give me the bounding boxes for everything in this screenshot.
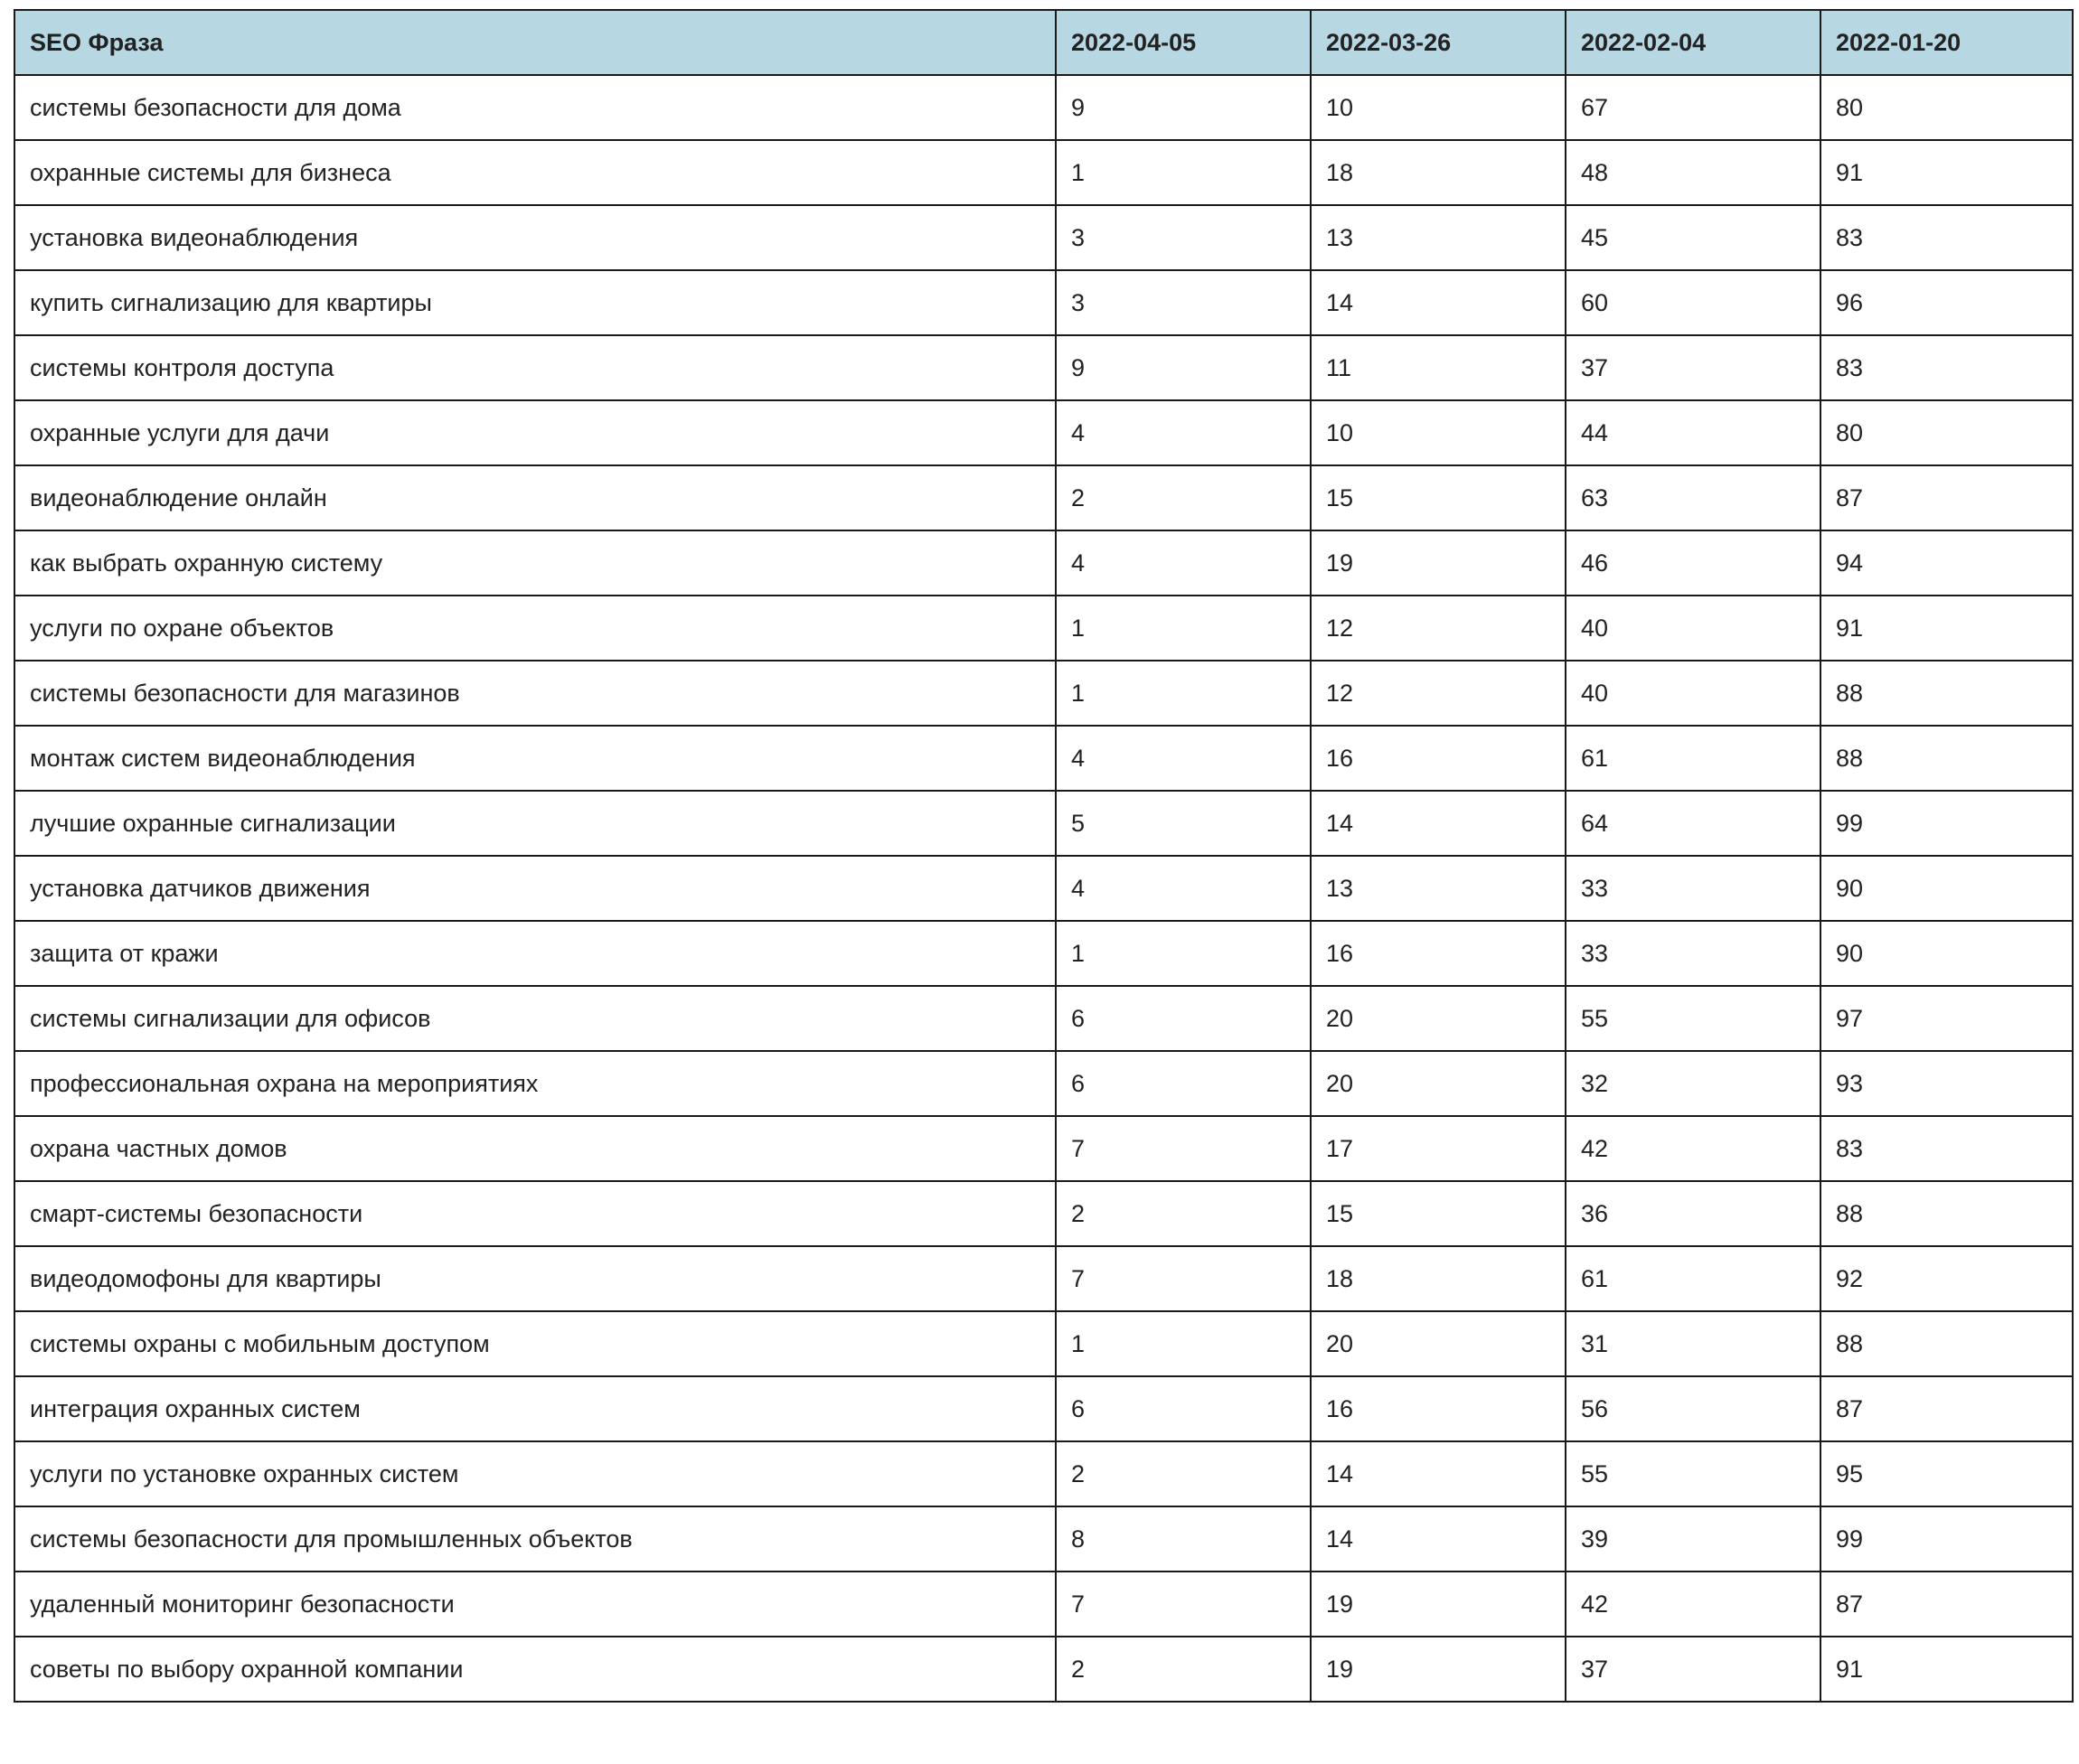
table-row [14,726,2073,791]
cell-phrase: услуги по охране объектов [14,596,1056,661]
cell-rank-2022-03-26: 16 [1311,921,1566,986]
cell-rank-2022-01-20: 96 [1820,270,2073,335]
table-row [14,530,2073,596]
cell-rank-2022-02-04: 40 [1566,661,1820,726]
header-seo-phrase: SEO Фраза [14,10,1056,75]
cell-rank-2022-04-05: 1 [1056,1311,1311,1376]
cell-rank-2022-02-04: 46 [1566,530,1820,596]
cell-rank-2022-04-05: 2 [1056,465,1311,530]
table-row [14,1441,2073,1506]
cell-rank-2022-03-26: 10 [1311,400,1566,465]
cell-rank-2022-01-20: 91 [1820,1637,2073,1702]
cell-rank-2022-03-26: 19 [1311,1572,1566,1637]
cell-rank-2022-02-04: 63 [1566,465,1820,530]
table-row [14,856,2073,921]
cell-phrase: охранные услуги для дачи [14,400,1056,465]
cell-rank-2022-02-04: 39 [1566,1506,1820,1572]
cell-rank-2022-02-04: 33 [1566,921,1820,986]
cell-rank-2022-04-05: 4 [1056,400,1311,465]
cell-phrase: видеодомофоны для квартиры [14,1246,1056,1311]
cell-rank-2022-02-04: 36 [1566,1181,1820,1246]
cell-rank-2022-01-20: 83 [1820,335,2073,400]
cell-rank-2022-01-20: 91 [1820,596,2073,661]
cell-rank-2022-04-05: 7 [1056,1572,1311,1637]
cell-rank-2022-03-26: 14 [1311,1441,1566,1506]
table-row [14,921,2073,986]
cell-rank-2022-01-20: 95 [1820,1441,2073,1506]
table-row [14,1311,2073,1376]
cell-rank-2022-03-26: 14 [1311,270,1566,335]
cell-rank-2022-04-05: 6 [1056,986,1311,1051]
table-row [14,661,2073,726]
cell-rank-2022-01-20: 92 [1820,1246,2073,1311]
cell-rank-2022-03-26: 19 [1311,1637,1566,1702]
cell-rank-2022-02-04: 61 [1566,1246,1820,1311]
cell-phrase: установка видеонаблюдения [14,205,1056,270]
cell-phrase: системы безопасности для магазинов [14,661,1056,726]
table-row [14,596,2073,661]
cell-rank-2022-02-04: 37 [1566,335,1820,400]
cell-rank-2022-02-04: 33 [1566,856,1820,921]
cell-rank-2022-03-26: 15 [1311,1181,1566,1246]
cell-rank-2022-04-05: 1 [1056,596,1311,661]
cell-phrase: советы по выбору охранной компании [14,1637,1056,1702]
cell-phrase: системы контроля доступа [14,335,1056,400]
table-row [14,465,2073,530]
cell-rank-2022-02-04: 45 [1566,205,1820,270]
table-row [14,1051,2073,1116]
cell-rank-2022-01-20: 90 [1820,856,2073,921]
cell-phrase: интеграция охранных систем [14,1376,1056,1441]
cell-rank-2022-04-05: 3 [1056,205,1311,270]
cell-rank-2022-01-20: 80 [1820,75,2073,140]
cell-rank-2022-02-04: 55 [1566,1441,1820,1506]
cell-rank-2022-02-04: 64 [1566,791,1820,856]
table-row [14,1376,2073,1441]
cell-rank-2022-01-20: 87 [1820,1376,2073,1441]
cell-rank-2022-04-05: 8 [1056,1506,1311,1572]
cell-rank-2022-04-05: 2 [1056,1441,1311,1506]
cell-rank-2022-01-20: 88 [1820,1311,2073,1376]
cell-rank-2022-04-05: 6 [1056,1376,1311,1441]
cell-phrase: услуги по установке охранных систем [14,1441,1056,1506]
table-row [14,400,2073,465]
cell-rank-2022-01-20: 83 [1820,205,2073,270]
table-row [14,1246,2073,1311]
cell-rank-2022-03-26: 15 [1311,465,1566,530]
cell-rank-2022-04-05: 1 [1056,921,1311,986]
table-row [14,1181,2073,1246]
cell-rank-2022-04-05: 4 [1056,856,1311,921]
table-row [14,75,2073,140]
cell-phrase: смарт-системы безопасности [14,1181,1056,1246]
cell-phrase: охрана частных домов [14,1116,1056,1181]
table-row [14,1506,2073,1572]
cell-rank-2022-02-04: 40 [1566,596,1820,661]
cell-rank-2022-01-20: 83 [1820,1116,2073,1181]
cell-rank-2022-01-20: 87 [1820,465,2073,530]
cell-phrase: лучшие охранные сигнализации [14,791,1056,856]
cell-rank-2022-03-26: 12 [1311,596,1566,661]
cell-rank-2022-02-04: 48 [1566,140,1820,205]
table-header [14,10,2073,75]
cell-rank-2022-01-20: 80 [1820,400,2073,465]
cell-rank-2022-02-04: 42 [1566,1116,1820,1181]
cell-rank-2022-03-26: 18 [1311,1246,1566,1311]
cell-rank-2022-01-20: 94 [1820,530,2073,596]
cell-rank-2022-03-26: 16 [1311,726,1566,791]
cell-rank-2022-04-05: 9 [1056,335,1311,400]
cell-rank-2022-01-20: 93 [1820,1051,2073,1116]
cell-phrase: системы сигнализации для офисов [14,986,1056,1051]
header-date-3: 2022-02-04 [1566,10,1820,75]
cell-rank-2022-02-04: 32 [1566,1051,1820,1116]
cell-rank-2022-03-26: 11 [1311,335,1566,400]
table-row [14,986,2073,1051]
table-row [14,1637,2073,1702]
cell-rank-2022-03-26: 20 [1311,1311,1566,1376]
cell-phrase: системы безопасности для промышленных объектов [14,1506,1056,1572]
cell-phrase: профессиональная охрана на мероприятиях [14,1051,1056,1116]
cell-rank-2022-03-26: 16 [1311,1376,1566,1441]
cell-rank-2022-02-04: 37 [1566,1637,1820,1702]
cell-phrase: купить сигнализацию для квартиры [14,270,1056,335]
cell-phrase: установка датчиков движения [14,856,1056,921]
cell-rank-2022-03-26: 20 [1311,986,1566,1051]
cell-rank-2022-04-05: 5 [1056,791,1311,856]
cell-rank-2022-04-05: 4 [1056,530,1311,596]
table-row [14,270,2073,335]
cell-rank-2022-01-20: 90 [1820,921,2073,986]
cell-phrase: системы безопасности для дома [14,75,1056,140]
cell-rank-2022-01-20: 91 [1820,140,2073,205]
cell-phrase: защита от кражи [14,921,1056,986]
cell-rank-2022-02-04: 56 [1566,1376,1820,1441]
cell-rank-2022-02-04: 67 [1566,75,1820,140]
table-body [14,75,2073,1702]
cell-rank-2022-03-26: 20 [1311,1051,1566,1116]
cell-rank-2022-04-05: 2 [1056,1181,1311,1246]
cell-rank-2022-04-05: 1 [1056,661,1311,726]
cell-rank-2022-03-26: 12 [1311,661,1566,726]
cell-rank-2022-01-20: 88 [1820,1181,2073,1246]
cell-phrase: монтаж систем видеонаблюдения [14,726,1056,791]
header-row [14,10,2073,75]
cell-rank-2022-03-26: 19 [1311,530,1566,596]
cell-rank-2022-01-20: 88 [1820,726,2073,791]
table-row [14,791,2073,856]
cell-rank-2022-03-26: 14 [1311,1506,1566,1572]
cell-rank-2022-04-05: 3 [1056,270,1311,335]
table-row [14,205,2073,270]
cell-rank-2022-04-05: 1 [1056,140,1311,205]
cell-rank-2022-01-20: 99 [1820,1506,2073,1572]
cell-rank-2022-03-26: 13 [1311,856,1566,921]
table-row [14,140,2073,205]
cell-phrase: системы охраны с мобильным доступом [14,1311,1056,1376]
cell-rank-2022-03-26: 13 [1311,205,1566,270]
cell-rank-2022-03-26: 10 [1311,75,1566,140]
cell-phrase: охранные системы для бизнеса [14,140,1056,205]
cell-rank-2022-02-04: 55 [1566,986,1820,1051]
cell-rank-2022-02-04: 42 [1566,1572,1820,1637]
cell-rank-2022-04-05: 7 [1056,1246,1311,1311]
header-date-4: 2022-01-20 [1820,10,2073,75]
cell-rank-2022-01-20: 87 [1820,1572,2073,1637]
cell-rank-2022-02-04: 44 [1566,400,1820,465]
header-date-2: 2022-03-26 [1311,10,1566,75]
cell-rank-2022-01-20: 99 [1820,791,2073,856]
seo-table-container [14,9,2072,1703]
cell-phrase: удаленный мониторинг безопасности [14,1572,1056,1637]
cell-rank-2022-03-26: 14 [1311,791,1566,856]
cell-rank-2022-01-20: 97 [1820,986,2073,1051]
cell-rank-2022-02-04: 60 [1566,270,1820,335]
cell-rank-2022-04-05: 6 [1056,1051,1311,1116]
cell-rank-2022-04-05: 2 [1056,1637,1311,1702]
cell-rank-2022-01-20: 88 [1820,661,2073,726]
table-row [14,1572,2073,1637]
cell-rank-2022-04-05: 7 [1056,1116,1311,1181]
table-row [14,335,2073,400]
header-date-1: 2022-04-05 [1056,10,1311,75]
seo-rankings-table [14,9,2074,1703]
table-row [14,1116,2073,1181]
cell-phrase: как выбрать охранную систему [14,530,1056,596]
cell-rank-2022-02-04: 61 [1566,726,1820,791]
cell-rank-2022-04-05: 9 [1056,75,1311,140]
cell-rank-2022-03-26: 17 [1311,1116,1566,1181]
cell-rank-2022-04-05: 4 [1056,726,1311,791]
cell-rank-2022-03-26: 18 [1311,140,1566,205]
cell-phrase: видеонаблюдение онлайн [14,465,1056,530]
cell-rank-2022-02-04: 31 [1566,1311,1820,1376]
